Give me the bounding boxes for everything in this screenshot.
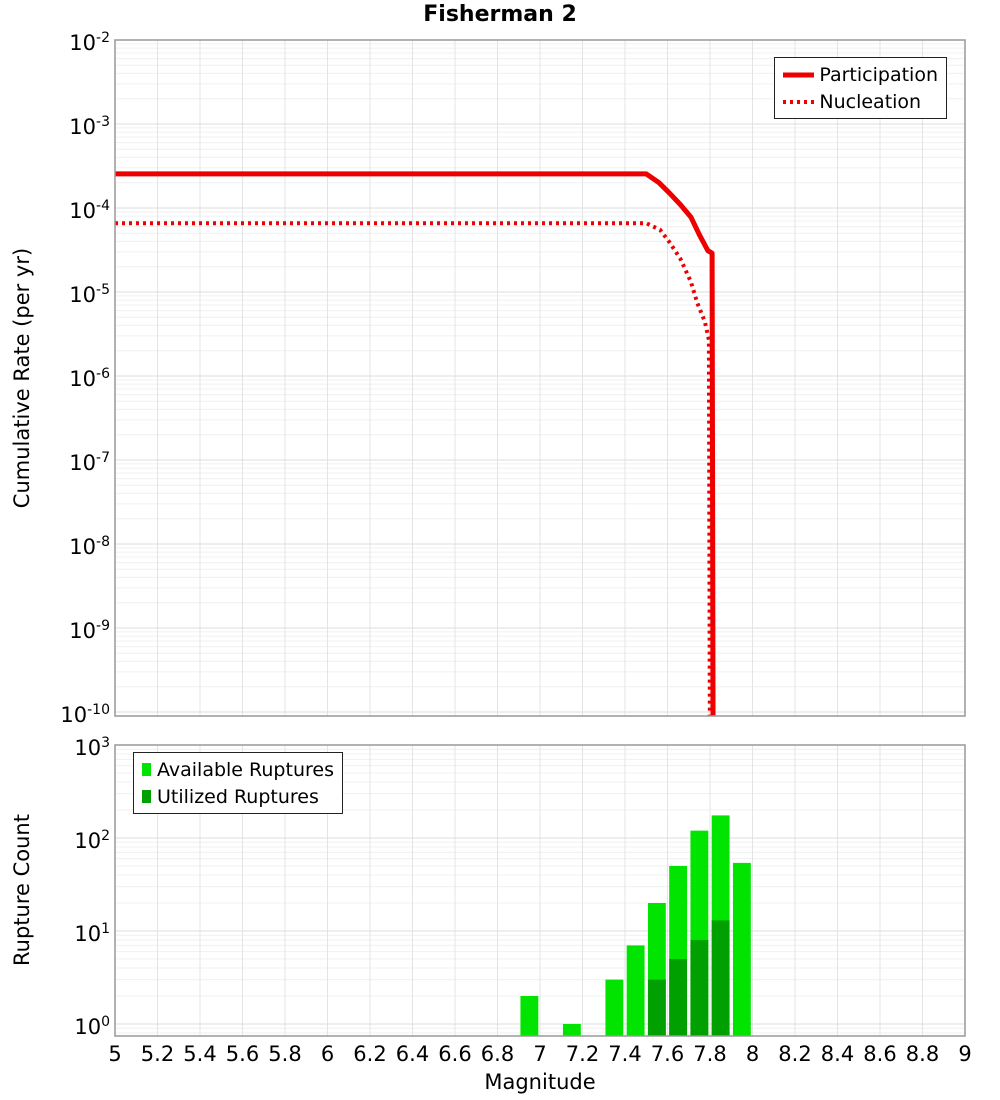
available-bar: [605, 980, 623, 1036]
x-tick-label: 5: [108, 1042, 122, 1066]
rate-panel: [115, 40, 965, 796]
y-tick-label: $10^1$: [74, 921, 110, 946]
y-tick-label: $10^{-6}$: [69, 366, 110, 391]
legend-row-utilized: [142, 783, 334, 810]
available-bar: [520, 996, 538, 1036]
y-tick-label: $10^{-5}$: [69, 282, 110, 307]
x-tick-label: 7.4: [608, 1042, 642, 1066]
rate-legend: [774, 57, 947, 119]
x-tick-label: 6.6: [438, 1042, 472, 1066]
x-tick-label: 8.6: [863, 1042, 897, 1066]
x-tick-label: 7.8: [693, 1042, 727, 1066]
utilized-bar: [690, 940, 708, 1036]
y-tick-label: $10^{-2}$: [69, 30, 110, 55]
x-tick-label: 5.6: [225, 1042, 260, 1066]
available-bar: [563, 1024, 581, 1036]
available-bar: [733, 863, 751, 1036]
x-tick-label: 7.6: [650, 1042, 685, 1066]
solid-line-swatch: [783, 71, 814, 79]
x-tick-label: 5.8: [268, 1042, 302, 1066]
legend-row-participation: [783, 61, 938, 88]
legend-label: Utilized Ruptures: [157, 785, 319, 808]
legend-label: Available Ruptures: [157, 758, 334, 781]
legend-label: Nucleation: [819, 90, 922, 113]
y-tick-label: $10^{-9}$: [69, 618, 110, 643]
rupture-legend: [133, 752, 343, 814]
chart-title: Fisherman 2: [423, 2, 577, 27]
y-tick-label: $10^{-8}$: [69, 534, 110, 559]
y-tick-label: $10^{-3}$: [69, 114, 110, 139]
utilized-swatch: [142, 789, 152, 804]
x-axis-title-magnitude: Magnitude: [484, 1070, 596, 1094]
x-tick-label: 5.4: [183, 1042, 217, 1066]
x-tick-label: 6.8: [480, 1042, 515, 1066]
legend-row-nucleation: [783, 88, 938, 115]
legend-label: Participation: [819, 63, 938, 86]
x-tick-label: 9: [958, 1042, 972, 1066]
y-tick-label: $10^2$: [74, 828, 110, 853]
x-tick-label: 7.2: [565, 1042, 600, 1066]
y-axis-title-count: Rupture Count: [10, 814, 34, 966]
x-tick-label: 8.4: [820, 1042, 855, 1066]
utilized-bar: [712, 920, 730, 1036]
available-bar: [627, 945, 645, 1036]
x-tick-label: 6.2: [353, 1042, 387, 1066]
x-tick-label: 6.4: [395, 1042, 430, 1066]
y-tick-label: $10^{-4}$: [69, 198, 110, 223]
x-tick-label: 5.2: [140, 1042, 175, 1066]
dotted-line-swatch: [783, 98, 814, 106]
x-tick-label: 8.8: [905, 1042, 940, 1066]
utilized-bar: [648, 980, 666, 1036]
x-tick-label: 8.2: [778, 1042, 812, 1066]
x-tick-label: 8: [745, 1042, 760, 1066]
y-tick-label: $10^{-10}$: [60, 702, 110, 727]
utilized-bar: [669, 959, 687, 1036]
x-tick-label: 7: [533, 1042, 547, 1066]
legend-row-available: [142, 756, 334, 783]
y-tick-label: $10^{-7}$: [69, 450, 110, 475]
y-axis-title-rate: Cumulative Rate (per yr): [10, 247, 34, 509]
y-tick-label: $10^3$: [74, 735, 110, 760]
available-swatch: [142, 762, 152, 777]
x-tick-label: 6: [320, 1042, 335, 1066]
y-tick-label: $10^0$: [74, 1014, 110, 1039]
